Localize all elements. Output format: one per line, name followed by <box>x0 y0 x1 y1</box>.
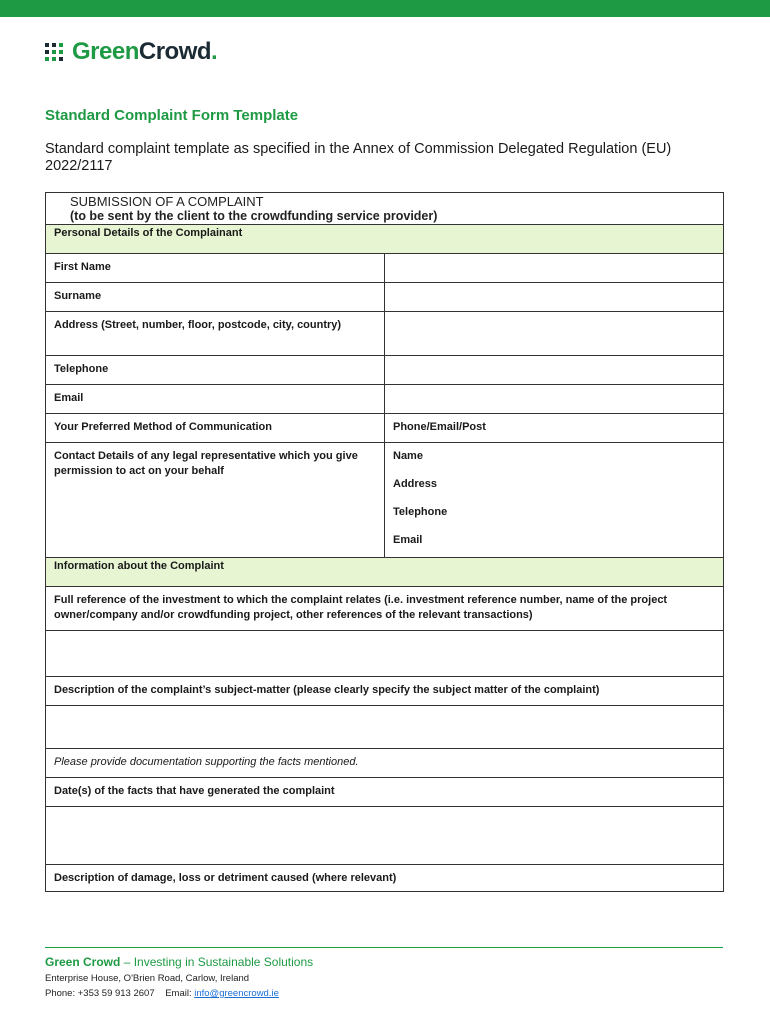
logo-word-green: Green <box>72 38 139 65</box>
input-dates[interactable] <box>46 807 723 865</box>
logo-dot: . <box>211 38 218 65</box>
label-address: Address (Street, number, floor, postcode, city, country) <box>46 312 385 355</box>
legal-rep-address: Address <box>393 478 438 490</box>
input-full-reference[interactable] <box>46 631 723 677</box>
section-complaint-info <box>46 558 723 587</box>
label-preferred-method: Your Preferred Method of Communication <box>46 414 385 442</box>
input-surname[interactable] <box>385 283 723 311</box>
top-green-bar <box>0 0 770 17</box>
row-address <box>46 312 723 356</box>
value-preferred-method[interactable]: Phone/Email/Post <box>393 421 486 433</box>
row-full-reference <box>46 587 723 631</box>
row-legal-representative <box>46 443 723 558</box>
legal-rep-name: Name <box>393 450 423 462</box>
label-telephone: Telephone <box>46 356 385 384</box>
brand-logo <box>45 40 217 64</box>
row-first-name <box>46 254 723 283</box>
footer-tagline-text: – Investing in Sustainable Solutions <box>120 955 314 969</box>
footer-tagline <box>45 955 313 969</box>
footer-address: Enterprise House, O'Brien Road, Carlow, Ireland <box>45 973 250 984</box>
row-dates <box>46 778 723 807</box>
footer-company: Green Crowd <box>45 955 121 969</box>
row-preferred-method <box>46 414 723 443</box>
input-description-subject[interactable] <box>46 706 723 749</box>
row-documentation-note <box>46 749 723 778</box>
footer-phone: Phone: +353 59 913 2607 <box>45 988 155 999</box>
input-address[interactable] <box>385 312 723 355</box>
legal-rep-fields[interactable] <box>385 443 723 557</box>
label-legal-representative: Contact Details of any legal representative which you give permission to act on your behalf <box>46 443 385 557</box>
input-email[interactable] <box>385 385 723 413</box>
complaint-form <box>45 192 724 892</box>
footer-email-link[interactable]: info@greencrowd.ie <box>194 988 279 999</box>
row-damage <box>46 865 723 891</box>
document-title: Standard Complaint Form Template <box>45 107 299 124</box>
documentation-note: Please provide documentation supporting the facts mentioned. <box>54 756 359 768</box>
logo-word-crowd: Crowd <box>138 38 212 65</box>
logo-wordmark <box>72 40 217 64</box>
form-heading-subtitle: (to be sent by the client to the crowdfunding service provider) <box>70 209 438 223</box>
row-telephone <box>46 356 723 385</box>
form-heading <box>46 193 723 225</box>
section-complaint-title: Information about the Complaint <box>54 560 224 572</box>
label-first-name: First Name <box>46 254 385 282</box>
legal-rep-telephone: Telephone <box>393 506 448 518</box>
row-description-subject <box>46 677 723 706</box>
legal-rep-email: Email <box>393 534 423 546</box>
row-email <box>46 385 723 414</box>
footer-email-label: Email: <box>165 988 195 999</box>
input-telephone[interactable] <box>385 356 723 384</box>
label-dates: Date(s) of the facts that have generated the complaint <box>54 785 335 797</box>
document-intro: Standard complaint template as specified in the Annex of Commission Delegated Regulation (EU) 2022/2117 <box>45 141 672 174</box>
section-personal-title: Personal Details of the Complainant <box>54 227 243 239</box>
footer-contact <box>45 988 279 999</box>
label-damage: Description of damage, loss or detriment caused (where relevant) <box>54 872 397 884</box>
label-full-reference: Full reference of the investment to which the complaint relates (i.e. investment reference number, name of the project owner/company and/or crowdfunding project, other references of the relevant transactions) <box>54 594 668 621</box>
form-heading-title: SUBMISSION OF A COMPLAINT <box>70 194 264 209</box>
footer-divider <box>45 947 723 948</box>
label-description-subject: Description of the complaint’s subject-matter (please clearly specify the subject matter of the complaint) <box>54 684 600 696</box>
input-first-name[interactable] <box>385 254 723 282</box>
section-personal-details <box>46 224 723 254</box>
label-surname: Surname <box>46 283 385 311</box>
grid-logo-icon <box>45 42 65 62</box>
label-email: Email <box>46 385 385 413</box>
row-surname <box>46 283 723 312</box>
